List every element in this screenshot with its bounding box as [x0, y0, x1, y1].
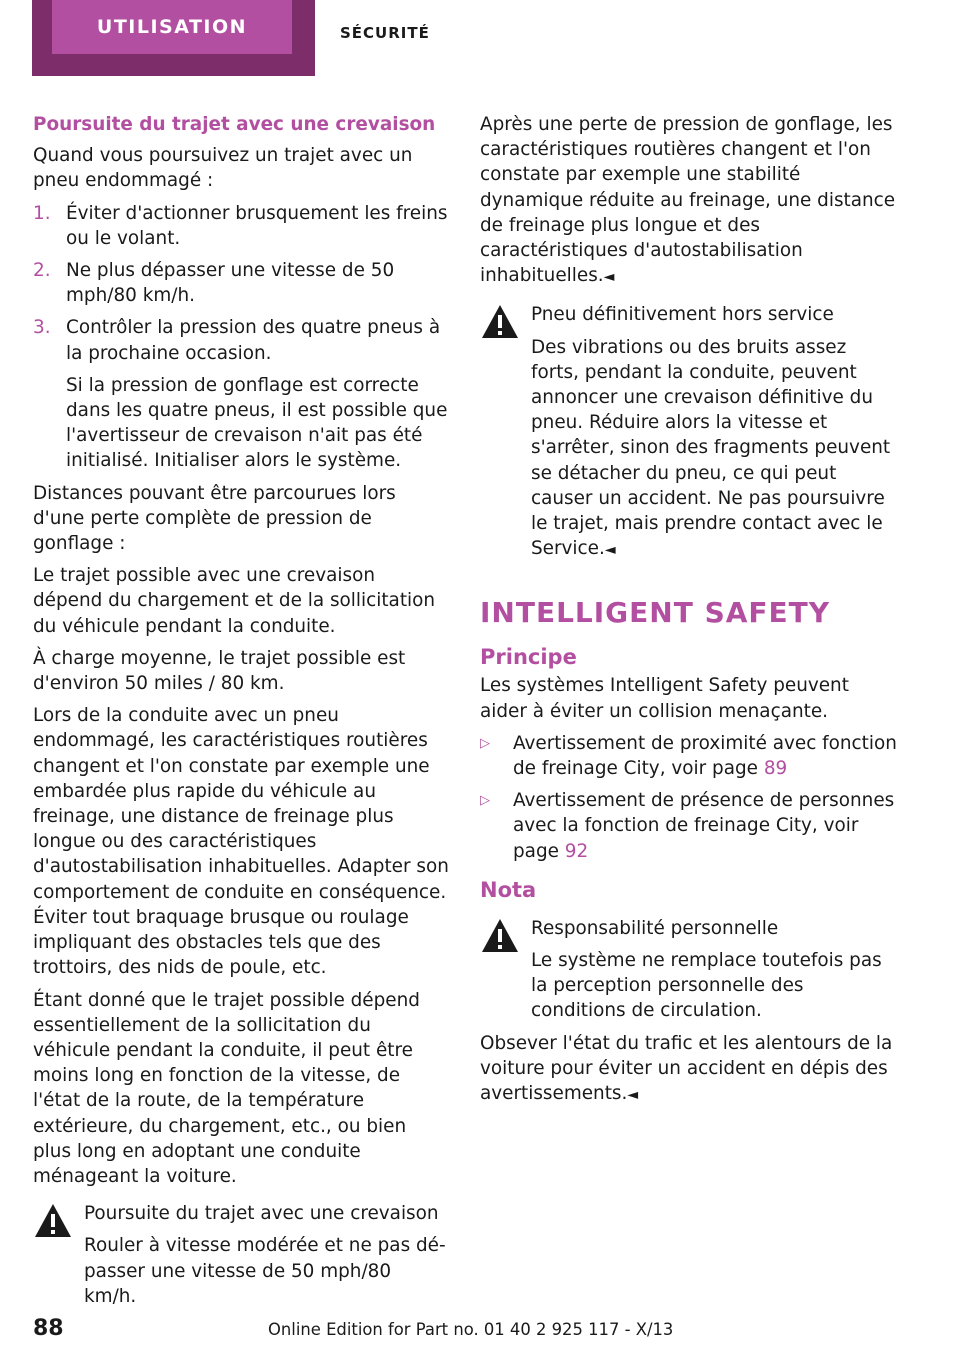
section-title: INTELLIGENT SAFETY	[480, 596, 831, 630]
numbered-list	[33, 201, 449, 474]
list-item-text: Ne plus dépasser une vitesse de 50 mph/80 km/h.	[66, 260, 395, 307]
paragraph: À charge moyenne, le trajet possible est d'environ 50 miles / 80 km.	[33, 647, 406, 695]
warning-text: Rouler à vitesse modérée et ne pas dépasser une vitesse de 50 mph/80 km/h.	[84, 1235, 446, 1307]
nota-heading: Nota	[480, 877, 537, 902]
warning-icon	[33, 1201, 73, 1241]
warning-text: Des vibrations ou des bruits assez forts, pendant la conduite, peuvent annoncer une crevaison définitive du pneu. Réduire alors la vitesse et s'arrêter, sinon des fragments peuvent se détacher du pneu, ce qui peut causer un accident. Ne pas poursuivre le trajet, mais prendre contact avec le Service.	[531, 336, 891, 560]
paragraph-text: Obsever l'état du trafic et les alentours de la voiture pour éviter un accident en dépis des avertissements.	[480, 1032, 893, 1105]
paragraph: Étant donné que le trajet possible dépend essentiellement de la sollicitation du véhicule pendant la conduite, il peut être moins long en fonction de la vitesse, de l'état de la route, de la température extérieure, du chargement, etc., ou bien plus long en adoptant une conduite ménageant la voiture.	[33, 989, 420, 1187]
triangle-bullet-icon: ▷	[480, 793, 490, 809]
list-item-text: Avertissement de présence de personnes avec la fonction de freinage City, voir page	[513, 790, 895, 862]
end-mark: ◄	[604, 542, 616, 559]
warning-body: Le système ne remplace toutefois pas la perception personnelle des conditions de circulation.	[531, 950, 882, 1022]
warning-title: Poursuite du trajet avec une crevaison	[84, 1203, 439, 1225]
warning-icon	[480, 916, 520, 956]
list-number: 1.	[33, 202, 51, 224]
warning-body	[480, 335, 900, 564]
end-mark: ◄	[603, 269, 615, 286]
warning-body	[33, 1233, 449, 1309]
warning-title: Responsabilité personnelle	[531, 917, 779, 939]
warning-icon	[480, 302, 520, 342]
bullet-list	[480, 731, 900, 864]
tab-securite[interactable]: SÉCURITÉ	[340, 24, 430, 42]
principe-heading: Principe	[480, 645, 577, 670]
list-number: 3.	[33, 317, 51, 339]
list-item	[33, 315, 449, 473]
paragraph	[480, 1031, 900, 1109]
page-number: 88	[33, 1316, 64, 1341]
paragraph: Distances pouvant être parcourues lors d'une perte complète de pression de gonflage :	[33, 482, 396, 555]
intro-paragraph: Quand vous poursuivez un trajet avec un pneu endommagé :	[33, 145, 413, 192]
list-item-text: Contrôler la pression des quatre pneus à la prochaine occasion.	[66, 317, 441, 364]
right-column	[480, 112, 900, 1115]
list-item-note: Si la pression de gonflage est correcte dans les quatre pneus, il est possible que l'avertisseur de crevaison n'ait pas été initialisé. Initialiser alors le système.	[66, 374, 448, 472]
warning-block	[480, 916, 900, 1024]
paragraph	[480, 112, 900, 290]
footer-edition: Online Edition for Part no. 01 40 2 925 117 - X/13	[268, 1320, 674, 1339]
list-item-text: Éviter d'actionner brusquement les freins ou le volant.	[66, 202, 448, 249]
paragraph: Lors de la conduite avec un pneu endommagé, les caractéristiques routières changent et l'on constate par exemple une embardée plus rapide du véhicule au freinage, une distance de freinage plus longue ou des caractéristiques d'autostabilisation inhabituelles. Adapter son comportement de conduite en conséquence. Éviter tout braquage brusque ou roulage impliquant des obstacles tels que des trottoirs, des nids de poule, etc.	[33, 705, 449, 979]
warning-block	[33, 1201, 449, 1309]
list-item	[33, 258, 449, 308]
list-number: 2.	[33, 260, 51, 282]
page-link[interactable]: 92	[564, 840, 589, 862]
paragraph: Les systèmes Intelligent Safety peuvent aider à éviter un collision menaçante.	[480, 675, 849, 722]
end-mark: ◄	[627, 1087, 639, 1104]
left-column	[33, 112, 449, 1316]
tab-utilisation[interactable]: UTILISATION	[52, 0, 292, 54]
list-item	[33, 201, 449, 251]
page-link[interactable]: 89	[763, 758, 788, 780]
paragraph-text: Après une perte de pression de gonflage, les caractéristiques routières changent et l'on constate par exemple une stabilité dynamique réduite au freinage, une distance de freinage plus longue et des caractéristiques d'autostabilisation inhabituelles.	[480, 114, 896, 287]
list-item-text: Avertissement de proximité avec fonction de freinage City, voir page	[513, 732, 897, 780]
triangle-bullet-icon: ▷	[480, 735, 490, 751]
list-item	[480, 788, 900, 864]
paragraph: Le trajet possible avec une crevaison dépend du chargement et de la sollicitation du véhicule pendant la conduite.	[33, 565, 436, 637]
list-item	[480, 731, 900, 781]
subheading-crevaison: Poursuite du trajet avec une crevaison	[33, 114, 436, 135]
warning-block	[480, 302, 900, 563]
warning-title: Pneu définitivement hors service	[531, 304, 834, 326]
